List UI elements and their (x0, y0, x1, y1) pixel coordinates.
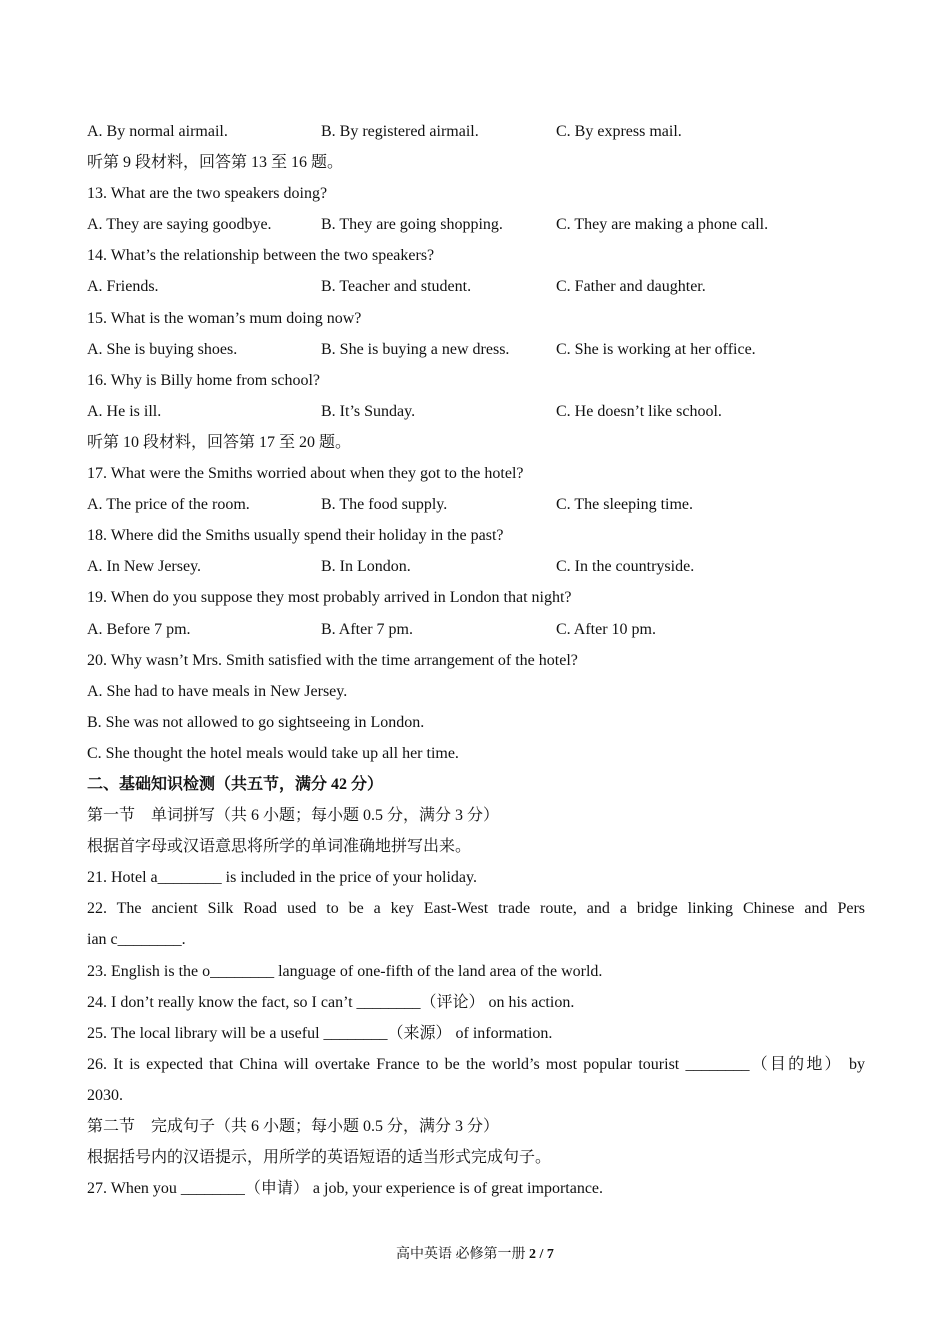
answer-options-row (87, 209, 865, 240)
option-c: C. After 10 pm. (556, 620, 656, 638)
option-c: C. By express mail. (556, 123, 682, 140)
question-14: 14. What’s the relationship between the two speakers? (87, 247, 435, 265)
section-instruction: 听第 9 段材料，回答第 13 至 16 题。 (87, 154, 344, 172)
option-a: A. She is buying shoes. (87, 340, 238, 358)
question-26-continued: 2030. (87, 1086, 123, 1104)
option-c: C. In the countryside. (556, 558, 695, 576)
page-footer (0, 1243, 950, 1263)
option-c: C. The sleeping time. (556, 496, 694, 514)
question-22-continued: ian c________. (87, 931, 186, 949)
question-18: 18. Where did the Smiths usually spend their holiday in the past? (87, 527, 504, 545)
answer-options-row (87, 551, 865, 582)
answer-options-row (87, 116, 865, 147)
question-15: 15. What is the woman’s mum doing now? (87, 309, 362, 327)
section-instruction: 听第 10 段材料，回答第 17 至 20 题。 (87, 433, 352, 451)
footer-title: 高中英语 必修第一册 (396, 1247, 526, 1262)
option-c: C. He doesn’t like school. (556, 402, 722, 420)
option-c: C. Father and daughter. (556, 278, 706, 296)
option-a: A. She had to have meals in New Jersey. (87, 682, 348, 700)
option-c: C. She is working at her office. (556, 340, 756, 358)
question-19: 19. When do you suppose they most probably arrived in London that night? (87, 589, 572, 607)
page-number: 2 / 7 (529, 1247, 554, 1262)
option-a: A. Friends. (87, 278, 159, 296)
option-c: C. They are making a phone call. (556, 216, 769, 234)
option-b: B. The food supply. (321, 496, 448, 514)
question-21: 21. Hotel a________ is included in the price of your holiday. (87, 869, 477, 887)
option-b: B. She is buying a new dress. (321, 340, 510, 358)
answer-options-row (87, 489, 865, 520)
question-20: 20. Why wasn’t Mrs. Smith satisfied with the time arrangement of the hotel? (87, 651, 578, 669)
option-b: B. After 7 pm. (321, 620, 413, 638)
question-25: 25. The local library will be a useful ________（来源） of information. (87, 1024, 553, 1042)
answer-options-row (87, 614, 865, 645)
option-b: B. Teacher and student. (321, 278, 472, 296)
option-b: B. They are going shopping. (321, 216, 503, 234)
question-24: 24. I don’t really know the fact, so I can’t ________（评论） on his action. (87, 993, 575, 1011)
section-instruction: 根据括号内的汉语提示，用所学的英语短语的适当形式完成句子。 (87, 1149, 552, 1167)
option-b: B. In London. (321, 558, 411, 576)
question-13: 13. What are the two speakers doing? (87, 185, 328, 203)
question-26: 26. It is expected that China will overtake France to be the world’s most popular tourist ________（目的地） by (87, 1055, 865, 1073)
section-heading: 第一节 单词拼写（共 6 小题；每小题 0.5 分，满分 3 分） (87, 807, 500, 825)
option-b: B. It’s Sunday. (321, 402, 416, 420)
option-a: A. They are saying goodbye. (87, 216, 272, 234)
option-c: C. She thought the hotel meals would take up all her time. (87, 744, 459, 762)
answer-options-row (87, 271, 865, 302)
question-23: 23. English is the o________ language of one-fifth of the land area of the world. (87, 962, 603, 980)
question-27: 27. When you ________（申请） a job, your experience is of great importance. (87, 1180, 604, 1198)
question-16: 16. Why is Billy home from school? (87, 371, 321, 389)
option-b: B. By registered airmail. (321, 123, 479, 140)
question-17: 17. What were the Smiths worried about when they got to the hotel? (87, 465, 524, 483)
section-heading: 第二节 完成句子（共 6 小题；每小题 0.5 分，满分 3 分） (87, 1118, 500, 1135)
question-22: 22. The ancient Silk Road used to be a key East-West trade route, and a bridge linking Chinese and Pers (87, 900, 865, 918)
answer-options-row (87, 396, 865, 427)
exam-page (87, 116, 865, 1204)
answer-options-row (87, 334, 865, 365)
option-a: A. In New Jersey. (87, 558, 202, 576)
part-heading: 二、基础知识检测（共五节，满分 42 分） (87, 775, 384, 793)
option-a: A. The price of the room. (87, 496, 250, 514)
section-instruction: 根据首字母或汉语意思将所学的单词准确地拼写出来。 (87, 838, 472, 856)
option-a: A. By normal airmail. (87, 123, 228, 140)
option-a: A. Before 7 pm. (87, 620, 191, 638)
option-a: A. He is ill. (87, 402, 162, 420)
option-b: B. She was not allowed to go sightseeing in London. (87, 713, 425, 731)
